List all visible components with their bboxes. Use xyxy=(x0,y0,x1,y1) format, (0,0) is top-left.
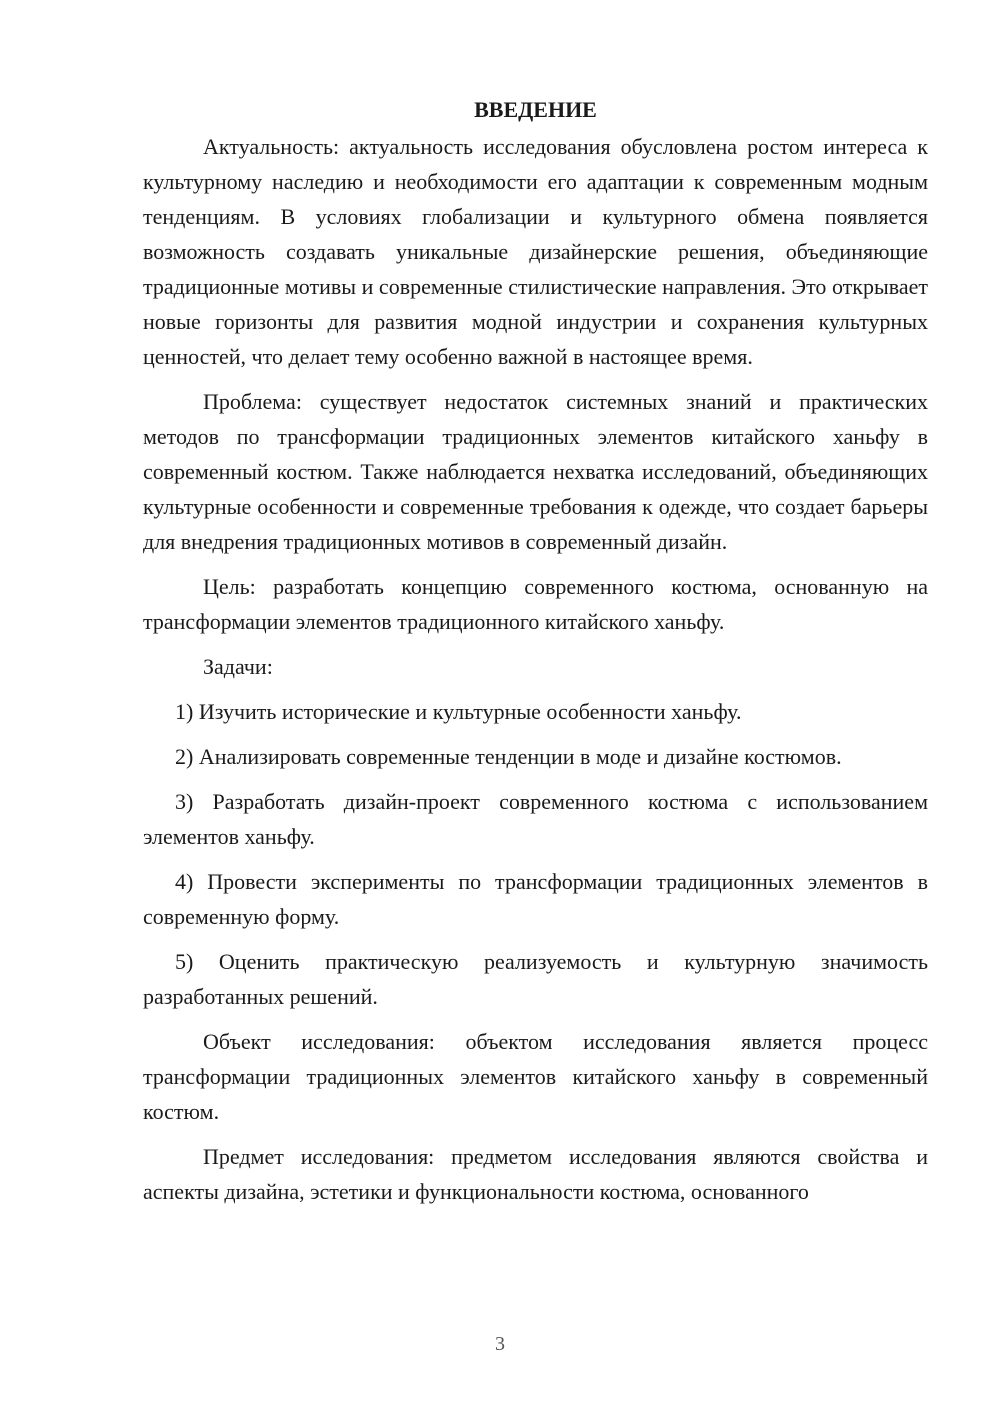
page-number: 3 xyxy=(495,1333,505,1355)
task-item-2: 2) Анализировать современные тенденции в моде и дизайне костюмов. xyxy=(175,744,842,769)
paragraph-object: Объект исследования: объектом исследования является процесс трансформации традиционных элементов китайского ханьфу в современный костюм. xyxy=(143,1029,928,1124)
task-item-4: 4) Провести эксперименты по трансформации традиционных элементов в современную форму. xyxy=(143,869,928,929)
task-item-1: 1) Изучить исторические и культурные особенности ханьфу. xyxy=(175,699,742,724)
paragraph-problem: Проблема: существует недостаток системных знаний и практических методов по трансформации традиционных элементов китайского ханьфу в современный костюм. Также наблюдается нехватка исследований, объединяющих культурные особенности и современные требования к одежде, что создает барьеры для внедрения традиционных мотивов в современный дизайн. xyxy=(143,389,928,554)
paragraph-tasks-heading: Задачи: xyxy=(203,654,273,679)
paragraph-relevance: Актуальность: актуальность исследования обусловлена ростом интереса к культурному наследию и необходимости его адаптации к современным модным тенденциям. В условиях глобализации и культурного обмена появляется возможность создавать уникальные дизайнерские решения, объединяющие традиционные мотивы и современные стилистические направления. Это открывает новые горизонты для развития модной индустрии и сохранения культурных ценностей, что делает тему особенно важной в настоящее время. xyxy=(143,134,928,369)
paragraph-subject: Предмет исследования: предметом исследования являются свойства и аспекты дизайна, эстетики и функциональности костюма, основанного xyxy=(143,1144,928,1204)
paragraph-goal: Цель: разработать концепцию современного костюма, основанную на трансформации элементов традиционного китайского ханьфу. xyxy=(143,574,928,634)
task-item-5: 5) Оценить практическую реализуемость и культурную значимость разработанных решений. xyxy=(143,949,928,1009)
task-item-3: 3) Разработать дизайн-проект современного костюма с использованием элементов ханьфу. xyxy=(143,789,928,849)
page-content xyxy=(143,92,928,1219)
section-title: ВВЕДЕНИЕ xyxy=(474,97,597,122)
